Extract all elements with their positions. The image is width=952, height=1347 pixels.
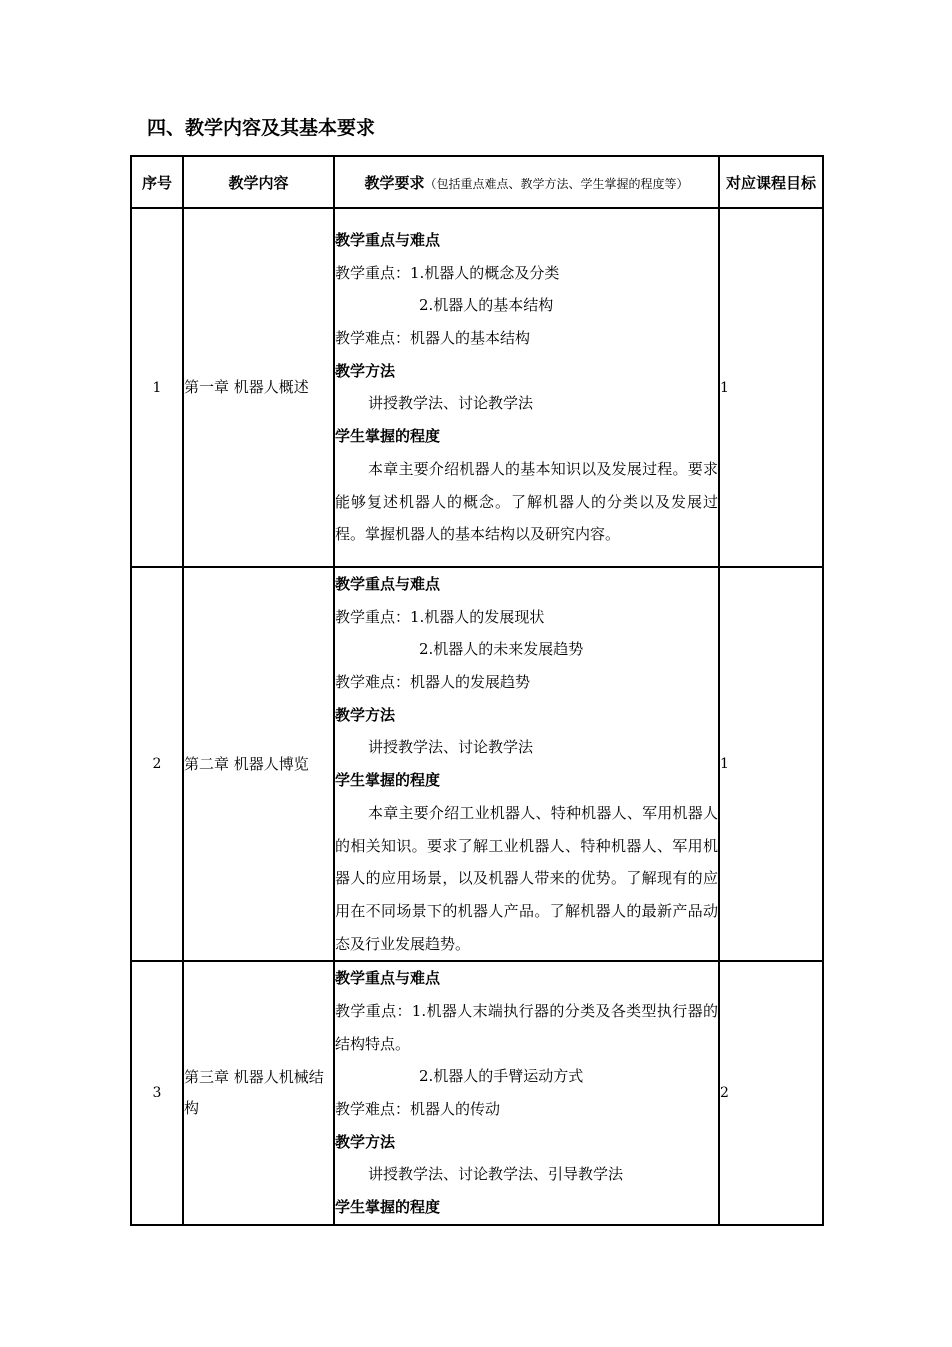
table-row bbox=[131, 208, 823, 567]
key-point-2: 2.机器人的手臂运动方式 bbox=[419, 1067, 584, 1086]
key-points-heading: 教学重点与难点 bbox=[335, 575, 441, 593]
key-point-2: 2.机器人的未来发展趋势 bbox=[419, 640, 584, 659]
difficulty: 教学难点：机器人的传动 bbox=[335, 1100, 501, 1119]
difficulty: 教学难点：机器人的发展趋势 bbox=[335, 673, 531, 692]
key-points-heading: 教学重点与难点 bbox=[335, 969, 441, 988]
mastery-heading: 学生掌握的程度 bbox=[335, 771, 441, 790]
header-content: 教学内容 bbox=[183, 156, 334, 208]
method-heading: 教学方法 bbox=[335, 705, 396, 724]
key-point-1: 教学重点：1.机器人末端执行器的分类及各类型执行器的结构特点。 bbox=[335, 1002, 718, 1053]
course-target: 1 bbox=[719, 567, 823, 961]
key-point-1: 教学重点：1.机器人的概念及分类 bbox=[335, 263, 560, 282]
section-title: 四、教学内容及其基本要求 bbox=[147, 117, 376, 139]
mastery-heading: 学生掌握的程度 bbox=[335, 1198, 441, 1217]
header-req-label: 教学要求 bbox=[364, 173, 425, 192]
course-target: 1 bbox=[719, 208, 823, 567]
mastery-heading: 学生掌握的程度 bbox=[335, 427, 441, 446]
header-no: 序号 bbox=[131, 156, 183, 208]
table-header-row bbox=[131, 156, 823, 208]
mastery-text: 本章主要介绍工业机器人、特种机器人、军用机器人的相关知识。要求了解工业机器人、特种机器人、军用机器人的应用场景，以及机器人带来的优势。了解现有的应用在不同场景下的机器人产品。了解机器人的最新产品动态及行业发展趋势。 bbox=[335, 803, 718, 953]
content-table bbox=[130, 155, 824, 1226]
key-points-heading: 教学重点与难点 bbox=[335, 231, 441, 250]
table-row bbox=[131, 961, 823, 1225]
chapter-title: 第三章 机器人机械结构 bbox=[183, 961, 334, 1225]
chapter-title: 第二章 机器人博览 bbox=[183, 567, 334, 961]
requirements-cell bbox=[334, 961, 719, 1225]
course-target: 2 bbox=[719, 961, 823, 1225]
method-text: 讲授教学法、讨论教学法 bbox=[368, 394, 534, 413]
key-point-1: 教学重点：1.机器人的发展现状 bbox=[335, 607, 545, 626]
row-number: 2 bbox=[131, 567, 183, 961]
difficulty: 教学难点：机器人的基本结构 bbox=[335, 329, 531, 348]
row-number: 3 bbox=[131, 961, 183, 1225]
method-heading: 教学方法 bbox=[335, 361, 396, 380]
table-row bbox=[131, 567, 823, 961]
method-heading: 教学方法 bbox=[335, 1132, 396, 1151]
header-requirements bbox=[334, 156, 719, 208]
requirements-cell bbox=[334, 567, 719, 961]
key-point-2: 2.机器人的基本结构 bbox=[419, 296, 554, 315]
requirements-cell bbox=[334, 208, 719, 567]
chapter-title: 第一章 机器人概述 bbox=[183, 208, 334, 567]
row-number: 1 bbox=[131, 208, 183, 567]
mastery-text: 本章主要介绍机器人的基本知识以及发展过程。要求能够复述机器人的概念。了解机器人的分类以及发展过程。掌握机器人的基本结构以及研究内容。 bbox=[335, 459, 718, 544]
method-text: 讲授教学法、讨论教学法 bbox=[368, 738, 534, 757]
method-text: 讲授教学法、讨论教学法、引导教学法 bbox=[368, 1165, 624, 1184]
header-target: 对应课程目标 bbox=[719, 156, 823, 208]
header-req-hint: （包括重点难点、教学方法、学生掌握的程度等） bbox=[424, 176, 689, 191]
